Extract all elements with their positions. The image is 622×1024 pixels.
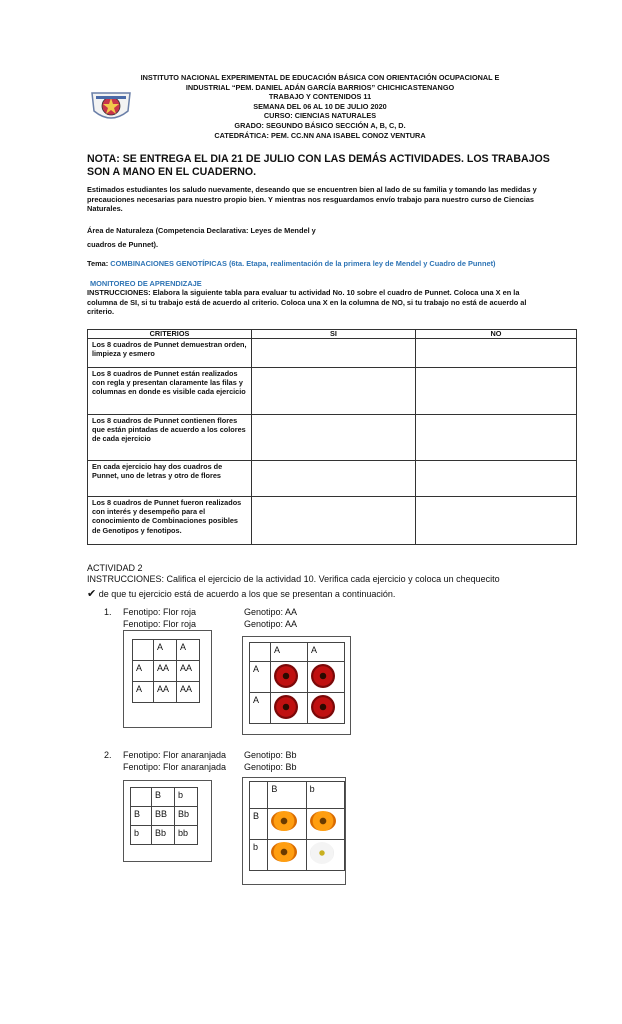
punnet-col-header: A bbox=[177, 640, 200, 661]
punnet-row-header: A bbox=[250, 662, 271, 693]
punnet-flower-cell bbox=[271, 662, 308, 693]
orange-flower-icon bbox=[310, 811, 336, 831]
punnet-cell: BB bbox=[152, 807, 175, 826]
punnet-col-header: b bbox=[306, 782, 344, 809]
area-line-2: cuadros de Punnet). bbox=[87, 240, 159, 249]
punnet-flower-cell bbox=[308, 662, 345, 693]
actividad2-instr-1: INSTRUCCIONES: Califica el ejercicio de la actividad 10. Verifica cada ejercicio y coloca un chequecito bbox=[87, 574, 500, 584]
table-row bbox=[88, 497, 577, 545]
punnet-cell: AA bbox=[177, 661, 200, 682]
punnet-cell: AA bbox=[154, 682, 177, 703]
criteria-table bbox=[87, 329, 577, 545]
criterio-cell: Los 8 cuadros de Punnet contienen flores que están pintadas de acuerdo a los colores de cada ejercicio bbox=[88, 415, 252, 461]
punnet-corner bbox=[131, 788, 152, 807]
si-cell[interactable] bbox=[252, 368, 416, 415]
punnet-col-header: A bbox=[271, 643, 308, 662]
ej2-genotipo-2: Genotipo: Bb bbox=[244, 762, 297, 772]
punnet-cell: Bb bbox=[152, 826, 175, 845]
table-row bbox=[88, 461, 577, 497]
table-row bbox=[88, 415, 577, 461]
si-cell[interactable] bbox=[252, 461, 416, 497]
monitoreo-heading: MONITOREO DE APRENDIZAJE bbox=[90, 279, 202, 288]
header-line-institute: INSTITUTO NACIONAL EXPERIMENTAL DE EDUCACIÓN BÁSICA CON ORIENTACIÓN OCUPACIONAL E bbox=[140, 73, 500, 82]
header-line-industrial: INDUSTRIAL “PEM. DANIEL ADÁN GARCÍA BARRIOS” CHICHICASTENANGO bbox=[185, 82, 455, 92]
header-no: NO bbox=[416, 330, 577, 339]
ej1-genotipo-1: Genotipo: AA bbox=[244, 607, 298, 617]
checkmark-icon: ✔ bbox=[87, 588, 97, 600]
punnet-row-header: A bbox=[133, 661, 154, 682]
punnet-row-header: b bbox=[131, 826, 152, 845]
table-row bbox=[88, 368, 577, 415]
ej2-genotipo-1: Genotipo: Bb bbox=[244, 750, 297, 760]
ej1-letter-punnet bbox=[132, 639, 200, 703]
nota-heading: NOTA: SE ENTREGA EL DIA 21 DE JULIO CON LAS DEMÁS ACTIVIDADES. LOS TRABAJOS SON A MANO EN EL CUADERNO. bbox=[87, 153, 550, 178]
red-flower-icon bbox=[311, 664, 335, 688]
header-criterios: CRITERIOS bbox=[88, 330, 252, 339]
ej1-fenotipo-2: Fenotipo: Flor roja bbox=[123, 619, 197, 629]
criterio-cell: Los 8 cuadros de Punnet están realizados con regla y presentan claramente las filas y columnas en donde es visible cada ejercicio bbox=[88, 368, 252, 415]
criterio-cell: Los 8 cuadros de Punnet fueron realizados con interés y desempeño para el conocimiento de Combinaciones posibles de Genotipos y fenotipos. bbox=[88, 497, 252, 545]
ej1-number: 1. bbox=[104, 607, 112, 617]
ej2-number: 2. bbox=[104, 750, 112, 760]
punnet-flower-cell bbox=[306, 809, 344, 840]
red-flower-icon bbox=[274, 664, 298, 688]
intro-paragraph: Estimados estudiantes los saludo nuevamente, deseando que se encuentren bien al lado de su familia y tomando las medidas y precauciones necesarias para nuestro propio bien. Y mientras nos resguardamos envío trabajo para nuestro curso de Ciencias Naturales. bbox=[87, 185, 537, 214]
red-flower-icon bbox=[311, 695, 335, 719]
ej1-genotipo-2: Genotipo: AA bbox=[244, 619, 298, 629]
punnet-row-header: B bbox=[131, 807, 152, 826]
no-cell[interactable] bbox=[416, 497, 577, 545]
punnet-cell: AA bbox=[154, 661, 177, 682]
orange-flower-icon bbox=[271, 811, 297, 831]
punnet-corner bbox=[250, 782, 268, 809]
ej2-flower-punnet-frame bbox=[242, 777, 346, 885]
punnet-cell: bb bbox=[175, 826, 198, 845]
punnet-flower-cell bbox=[268, 809, 306, 840]
header-line-catedratica: CATEDRÁTICA: PEM. CC.NN ANA ISABEL CONOZ VENTURA bbox=[214, 130, 426, 140]
punnet-flower-cell bbox=[268, 840, 306, 871]
punnet-row-header: A bbox=[250, 693, 271, 724]
no-cell[interactable] bbox=[416, 368, 577, 415]
punnet-col-header: A bbox=[308, 643, 345, 662]
actividad2-title: ACTIVIDAD 2 bbox=[87, 563, 143, 573]
ej1-flower-punnet bbox=[249, 642, 345, 724]
instrucciones-paragraph: INSTRUCCIONES: Elabora la siguiente tabla para evaluar tu actividad No. 10 sobre el cuadro de Punnet. Coloca una X en la columna de SI, si tu trabajo está de acuerdo al criterio. Coloca una X en la columna de NO, si tu trabajo no está de acuerdo al criterio. bbox=[87, 288, 527, 317]
tema-paragraph bbox=[87, 259, 527, 269]
si-cell[interactable] bbox=[252, 497, 416, 545]
punnet-col-header: b bbox=[175, 788, 198, 807]
si-cell[interactable] bbox=[252, 415, 416, 461]
criteria-header-row bbox=[88, 330, 577, 339]
ej2-letter-punnet bbox=[130, 787, 198, 845]
red-flower-icon bbox=[274, 695, 298, 719]
tema-label: Tema: bbox=[87, 259, 109, 268]
punnet-flower-cell bbox=[306, 840, 344, 871]
orange-flower-icon bbox=[271, 842, 297, 862]
header-si: SI bbox=[252, 330, 416, 339]
punnet-cell: Bb bbox=[175, 807, 198, 826]
tema-text: COMBINACIONES GENOTÍPICAS (6ta. Etapa, realimentación de la primera ley de Mendel y Cuadro de Punnet) bbox=[108, 259, 496, 268]
document-header bbox=[100, 73, 540, 140]
punnet-col-header: B bbox=[268, 782, 306, 809]
white-flower-icon bbox=[310, 842, 334, 864]
punnet-row-header: A bbox=[133, 682, 154, 703]
criterio-cell: Los 8 cuadros de Punnet demuestran orden, limpieza y esmero bbox=[88, 339, 252, 368]
punnet-corner bbox=[133, 640, 154, 661]
punnet-col-header: B bbox=[152, 788, 175, 807]
ej2-fenotipo-1: Fenotipo: Flor anaranjada bbox=[123, 750, 227, 760]
area-line-1: Área de Naturaleza (Competencia Declarativa: Leyes de Mendel y bbox=[87, 226, 316, 235]
no-cell[interactable] bbox=[416, 461, 577, 497]
punnet-row-header: b bbox=[250, 840, 268, 871]
ej1-letter-punnet-frame bbox=[123, 630, 212, 728]
punnet-flower-cell bbox=[308, 693, 345, 724]
header-line-curso: CURSO: CIENCIAS NATURALES bbox=[263, 111, 377, 121]
punnet-row-header: B bbox=[250, 809, 268, 840]
ej2-fenotipo-2: Fenotipo: Flor anaranjada bbox=[123, 762, 227, 772]
ej2-flower-punnet bbox=[249, 781, 345, 871]
actividad2-instr-2-line bbox=[87, 587, 557, 600]
header-line-semana: SEMANA DEL 06 AL 10 DE JULIO 2020 bbox=[253, 101, 387, 111]
table-row bbox=[88, 339, 577, 368]
punnet-flower-cell bbox=[271, 693, 308, 724]
no-cell[interactable] bbox=[416, 339, 577, 368]
no-cell[interactable] bbox=[416, 415, 577, 461]
criterio-cell: En cada ejercicio hay dos cuadros de Punnet, uno de letras y otro de flores bbox=[88, 461, 252, 497]
punnet-corner bbox=[250, 643, 271, 662]
ej1-flower-punnet-frame bbox=[242, 636, 351, 735]
actividad2-instr-2: de que tu ejercicio está de acuerdo a los que se presentan a continuación. bbox=[96, 589, 396, 599]
header-line-grado: GRADO: SEGUNDO BÁSICO SECCIÓN A, B, C, D. bbox=[234, 120, 406, 130]
si-cell[interactable] bbox=[252, 339, 416, 368]
punnet-cell: AA bbox=[177, 682, 200, 703]
ej2-letter-punnet-frame bbox=[123, 780, 212, 862]
header-line-trabajo: TRABAJO Y CONTENIDOS 11 bbox=[268, 92, 372, 102]
punnet-col-header: A bbox=[154, 640, 177, 661]
ej1-fenotipo-1: Fenotipo: Flor roja bbox=[123, 607, 197, 617]
